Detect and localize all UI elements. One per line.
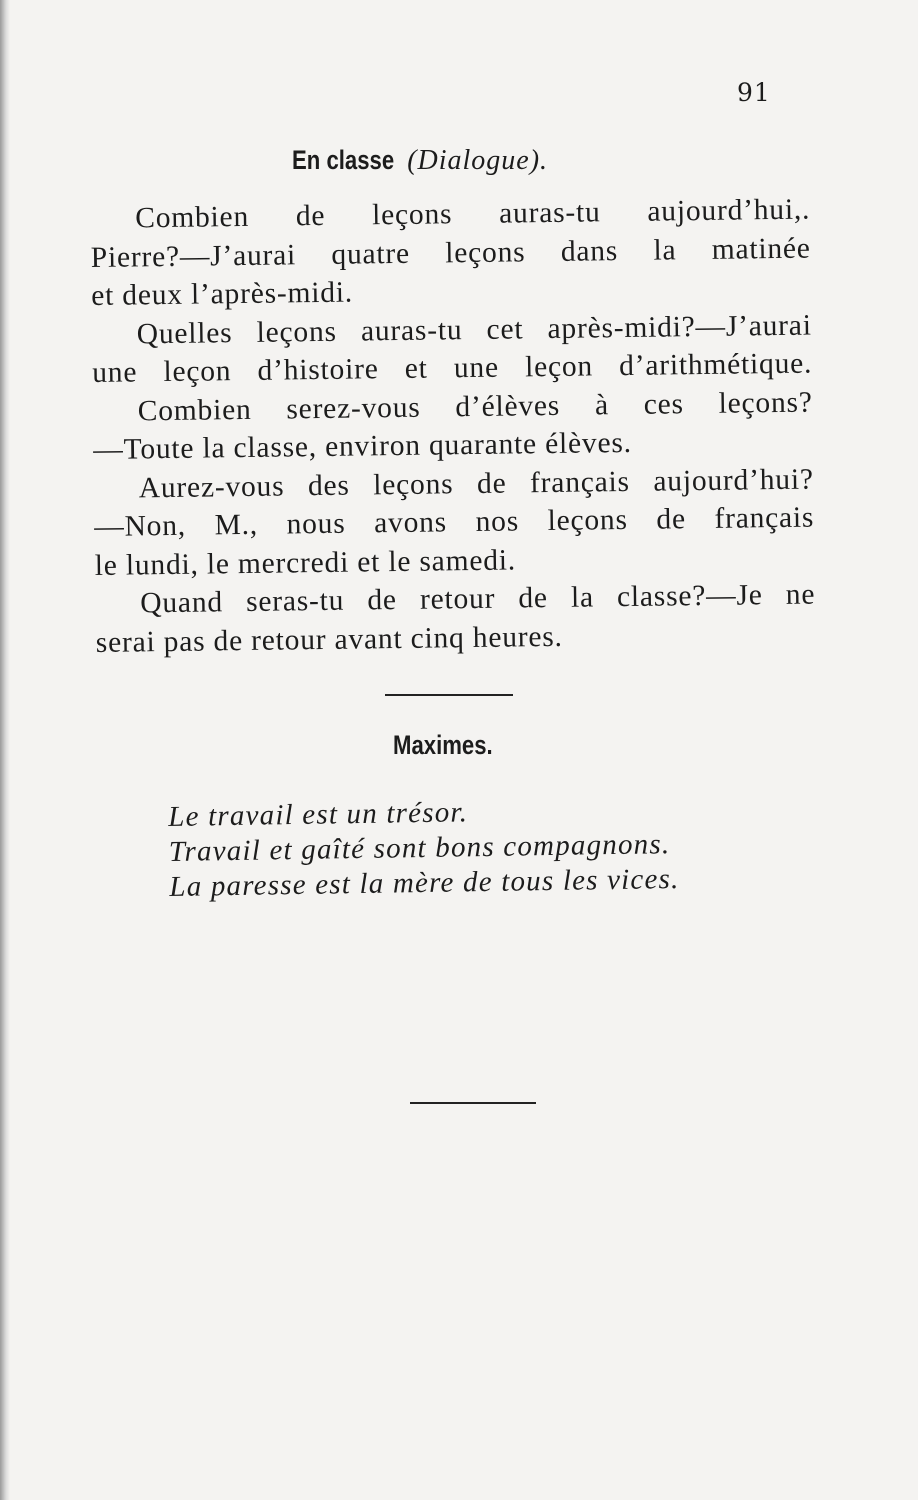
section-divider	[385, 694, 513, 696]
maxim-item: La paresse est la mère de tous les vices.	[169, 862, 680, 903]
page-number: 91	[737, 78, 771, 107]
section-title	[292, 145, 548, 177]
text-line: Pierre?—J’aurai quatre leçons dans la matinée	[90, 232, 811, 274]
end-divider	[410, 1102, 536, 1104]
text-line: —Non, M., nous avons nos leçons de français	[94, 501, 815, 543]
dialogue-text	[90, 191, 816, 662]
text-line: —Toute la classe, environ quarante élèves.	[93, 426, 633, 466]
text-line: serai pas de retour avant cinq heures.	[95, 620, 563, 659]
text-line: Combien de leçons auras-tu aujourd’hui,.	[135, 193, 811, 235]
text-line: Quelles leçons auras-tu cet après-midi?—J’aurai	[136, 309, 812, 350]
section-title-subtitle: (Dialogue).	[407, 145, 549, 176]
section-title-main: En classe	[292, 145, 395, 175]
text-line: une leçon d’histoire et une leçon d’arithmétique.	[92, 347, 813, 389]
text-line: Aurez-vous des leçons de français aujourd’hui?	[138, 463, 814, 504]
text-line: Combien serez-vous d’élèves à ces leçons?	[137, 386, 813, 427]
maxim-item: Travail et gaîté sont bons compagnons.	[168, 828, 671, 868]
maxims-title: Maximes.	[393, 730, 493, 760]
maxim-item: Le travail est un trésor.	[168, 796, 469, 833]
page-binding-shadow	[0, 0, 10, 1500]
text-line: Quand seras-tu de retour de la classe?—Je ne	[140, 578, 816, 620]
text-line: le lundi, le mercredi et le samedi.	[94, 543, 517, 582]
text-line: et deux l’après-midi.	[91, 276, 354, 312]
maxims-list	[168, 791, 750, 905]
